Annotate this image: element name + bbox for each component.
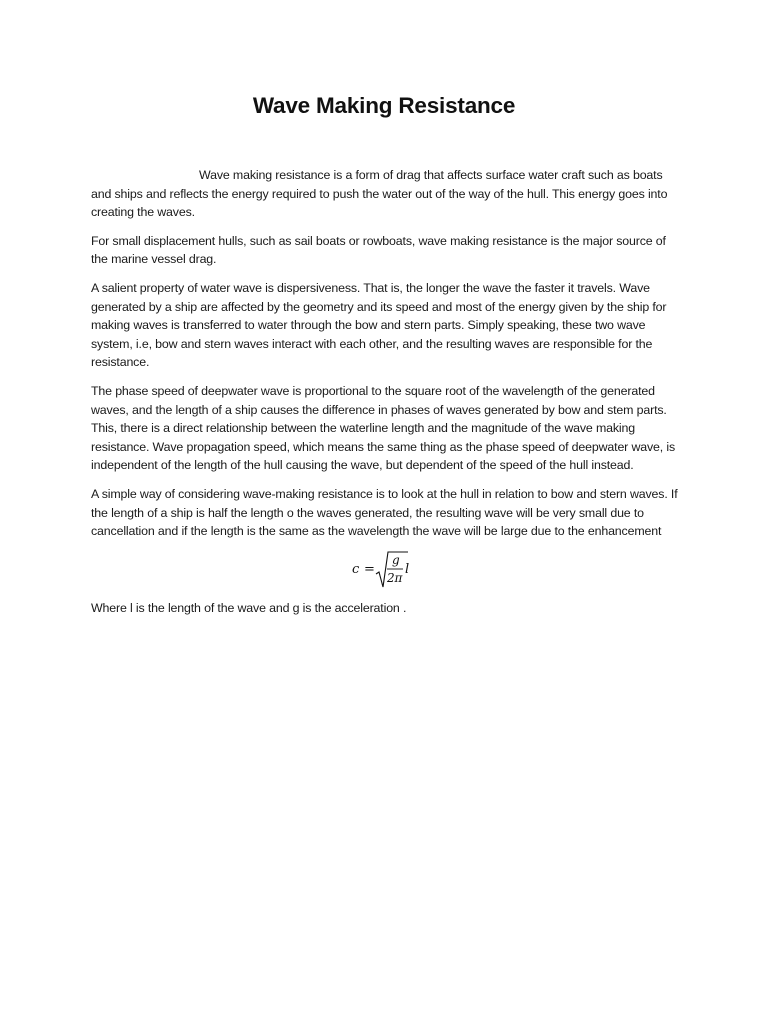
formula-caption: Where l is the length of the wave and g is the acceleration . [91, 600, 407, 615]
formula-denominator: 2π [387, 570, 403, 585]
paragraph-5: A simple way of considering wave-making resistance is to look at the hull in relation to bow and stern waves. If the length of a ship is half the length o the waves generated, the resulting wave will be very small due to cancellation and if the length is the same as the wavelength the wave will be large due to the enhancement [91, 486, 678, 539]
formula-numerator: g [392, 552, 400, 567]
paragraph-4: The phase speed of deepwater wave is proportional to the square root of the wavelength of the generated waves, and the length of a ship causes the difference in phases of waves generated by bow and stem parts. This, there is a direct relationship between the waterline length and the magnitude of the wave making resistance. Wave propagation speed, which means the same thing as the phase speed of deepwater wave, is independent of the length of the hull causing the wave, but dependent of the speed of the hull instead. [91, 383, 676, 473]
paragraph-1: Wave making resistance is a form of drag that affects surface water craft such as boats and ships and reflects the energy required to push the water out of the way of the hull. This energy goes into creating the waves. [91, 168, 668, 220]
paragraph-3: A salient property of water wave is dispersiveness. That is, the longer the wave the faster it travels. Wave generated by a ship are affected by the geometry and its speed and most of the energy given by the ship for making waves is transferred to water through the bow and stern parts. Simply speaking, these two wave system, i.e, bow and stern waves interact with each other, and the resulting waves are responsible for the resistance. [91, 280, 667, 370]
formula-graphic [346, 549, 426, 591]
formula-factor: l [405, 561, 410, 577]
formula-lhs: c [352, 561, 360, 577]
paragraph-2: For small displacement hulls, such as sail boats or rowboats, wave making resistance is the major source of the marine vessel drag. [91, 233, 666, 267]
formula-equals: = [364, 561, 375, 577]
document-title: Wave Making Resistance [252, 93, 516, 118]
document-body [91, 166, 681, 627]
wave-speed-formula [91, 549, 681, 591]
